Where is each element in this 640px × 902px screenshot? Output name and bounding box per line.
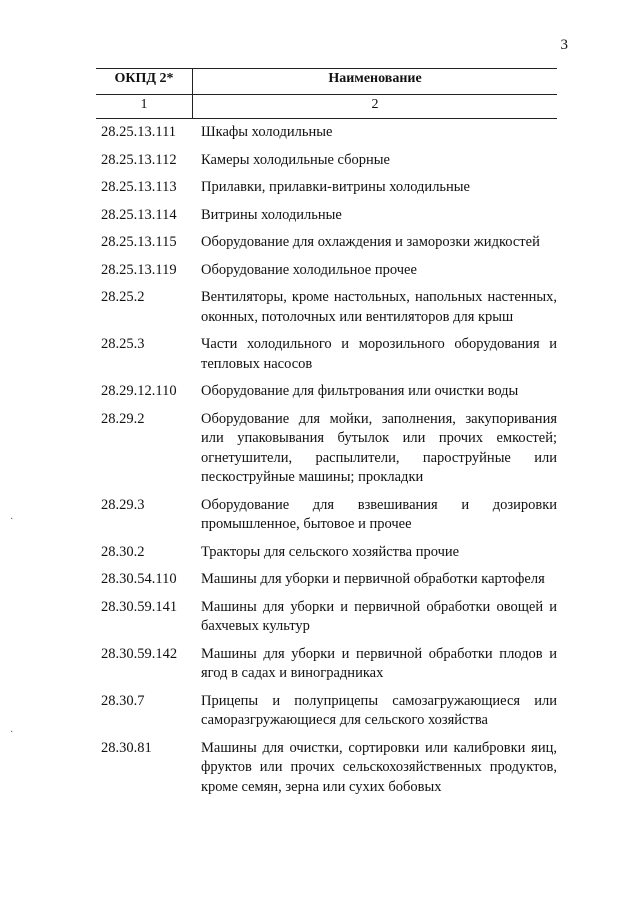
table-row bbox=[101, 123, 557, 143]
table-row bbox=[101, 261, 557, 281]
item-name: Оборудование для охлаждения и заморозки жидкостей bbox=[201, 234, 540, 250]
okpd-code: 28.25.2 bbox=[101, 289, 145, 305]
item-name: Оборудование для фильтрования или очистки воды bbox=[201, 383, 519, 399]
item-name: Оборудование для взвешивания и дозировки промышленное, бытовое и прочее bbox=[201, 496, 557, 532]
okpd-code: 28.25.13.114 bbox=[101, 206, 177, 223]
column-header-name: Наименование bbox=[328, 71, 422, 86]
okpd-code: 28.30.54.110 bbox=[101, 571, 177, 587]
table-header-rule bbox=[96, 94, 557, 95]
item-name: Камеры холодильные сборные bbox=[201, 151, 390, 168]
okpd-code: 28.25.3 bbox=[101, 336, 145, 352]
item-name: Прилавки, прилавки-витрины холодильные bbox=[201, 179, 470, 195]
okpd-code: 28.29.2 bbox=[101, 410, 145, 427]
item-name: Оборудование для мойки, заполнения, закупоривания или упаковывания бутылок или прочих емкостей; огнетушители, распылители, пароструйные или пескоструйные машины; прокладки bbox=[201, 410, 557, 485]
okpd-code: 28.30.7 bbox=[101, 692, 145, 709]
item-name: Машины для уборки и первичной обработки картофеля bbox=[201, 571, 545, 587]
column-number-name: 2 bbox=[371, 97, 379, 112]
table-row bbox=[101, 692, 557, 731]
table-row bbox=[101, 233, 557, 253]
okpd-code: 28.25.13.113 bbox=[101, 179, 177, 195]
table-row bbox=[101, 382, 557, 402]
table-row bbox=[101, 410, 557, 488]
table-body bbox=[101, 123, 557, 805]
okpd-code: 28.29.3 bbox=[101, 496, 145, 513]
table-row bbox=[101, 739, 557, 798]
margin-mark: · bbox=[10, 727, 14, 738]
table-row bbox=[101, 543, 557, 563]
okpd-code: 28.30.59.142 bbox=[101, 645, 178, 662]
item-name: Шкафы холодильные bbox=[201, 124, 333, 140]
page-number: 3 bbox=[560, 37, 568, 53]
item-name: Части холодильного и морозильного оборудования и тепловых насосов bbox=[201, 336, 557, 372]
table-row bbox=[101, 178, 557, 198]
item-name: Прицепы и полуприцепы самозагружающиеся или саморазгружающиеся для сельского хозяйства bbox=[201, 692, 557, 728]
item-name: Машины для очистки, сортировки или калибровки яиц, фруктов или прочих сельскохозяйственных продуктов, кроме семян, зерна или сухих бобовых bbox=[201, 739, 557, 795]
okpd-code: 28.25.13.111 bbox=[101, 124, 177, 140]
table-row bbox=[101, 598, 557, 637]
okpd-code: 28.25.13.115 bbox=[101, 234, 177, 250]
item-name: Вентиляторы, кроме настольных, напольных настенных, оконных, потолочных или вентиляторов для крыш bbox=[201, 289, 557, 325]
item-name: Тракторы для сельского хозяйства прочие bbox=[201, 543, 460, 560]
margin-mark: · bbox=[10, 514, 14, 525]
table-row bbox=[101, 151, 557, 171]
table-column-number-rule bbox=[96, 118, 557, 119]
item-name: Оборудование холодильное прочее bbox=[201, 261, 417, 278]
column-number-code: 1 bbox=[140, 97, 148, 112]
table-row bbox=[101, 335, 557, 374]
table-row bbox=[101, 206, 557, 226]
item-name: Машины для уборки и первичной обработки плодов и ягод в садах и виноградниках bbox=[201, 645, 557, 681]
okpd-code: 28.25.13.119 bbox=[101, 261, 177, 278]
okpd-code: 28.25.13.112 bbox=[101, 151, 177, 168]
table-row bbox=[101, 570, 557, 590]
okpd-code: 28.30.2 bbox=[101, 543, 145, 560]
okpd-code: 28.30.81 bbox=[101, 739, 152, 756]
item-name: Машины для уборки и первичной обработки овощей и бахчевых культур bbox=[201, 598, 557, 634]
okpd-code: 28.30.59.141 bbox=[101, 598, 178, 615]
table-row bbox=[101, 496, 557, 535]
column-header-code: ОКПД 2* bbox=[114, 71, 174, 86]
item-name: Витрины холодильные bbox=[201, 206, 342, 223]
okpd-code: 28.29.12.110 bbox=[101, 383, 177, 399]
table-top-rule bbox=[96, 68, 557, 69]
table-row bbox=[101, 288, 557, 327]
table-row bbox=[101, 645, 557, 684]
